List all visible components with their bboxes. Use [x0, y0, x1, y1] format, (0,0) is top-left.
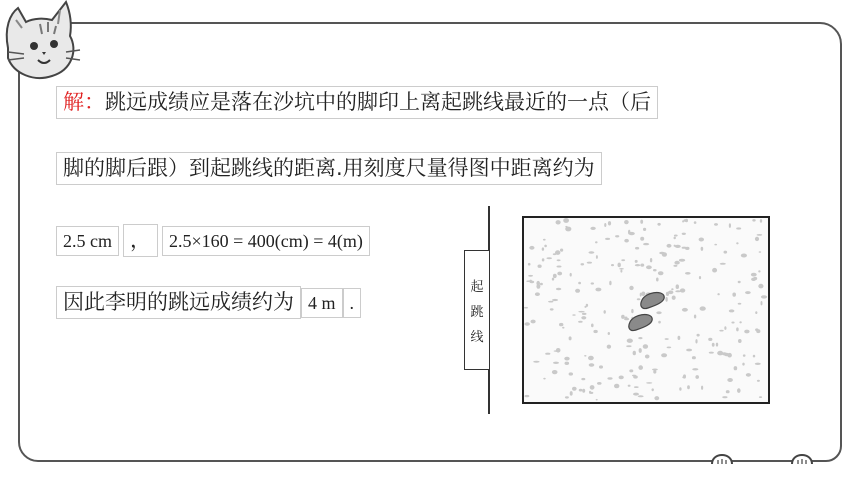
jump-line-label	[464, 250, 490, 370]
scale-calculation: 2.5×160 = 400(cm) = 4(m)	[162, 226, 370, 256]
solution-colon: ：	[84, 90, 105, 114]
solution-label: 解	[63, 90, 84, 114]
sand-pit	[522, 216, 770, 404]
final-answer: 4 m	[301, 288, 343, 318]
jump-line-label-char-3: 线	[470, 329, 484, 345]
solution-line-1	[56, 86, 658, 119]
solution-line-1-box	[56, 86, 658, 119]
solution-line-2	[56, 152, 602, 185]
final-period: .	[343, 288, 362, 318]
cat-mascot-icon	[0, 0, 86, 86]
measured-distance: 2.5 cm	[56, 226, 119, 256]
jump-line-label-char-2: 跳	[470, 304, 484, 320]
solution-line-4	[56, 286, 361, 319]
comma-box: ，	[123, 224, 158, 257]
sand-pit-illustration	[524, 218, 768, 402]
solution-line-3	[56, 224, 370, 257]
solution-line-1-text: 跳远成绩应是落在沙坑中的脚印上离起跳线最近的一点（后	[105, 90, 651, 114]
solution-line-2-text: 脚的脚后跟）到起跳线的距离.用刻度尺量得图中距离约为	[63, 156, 595, 180]
jump-line-label-char-1: 起	[470, 279, 484, 295]
solution-line-2-box	[56, 152, 602, 185]
cat-paws-icon	[700, 446, 830, 470]
conclusion-text: 因此李明的跳远成绩约为	[56, 286, 301, 319]
